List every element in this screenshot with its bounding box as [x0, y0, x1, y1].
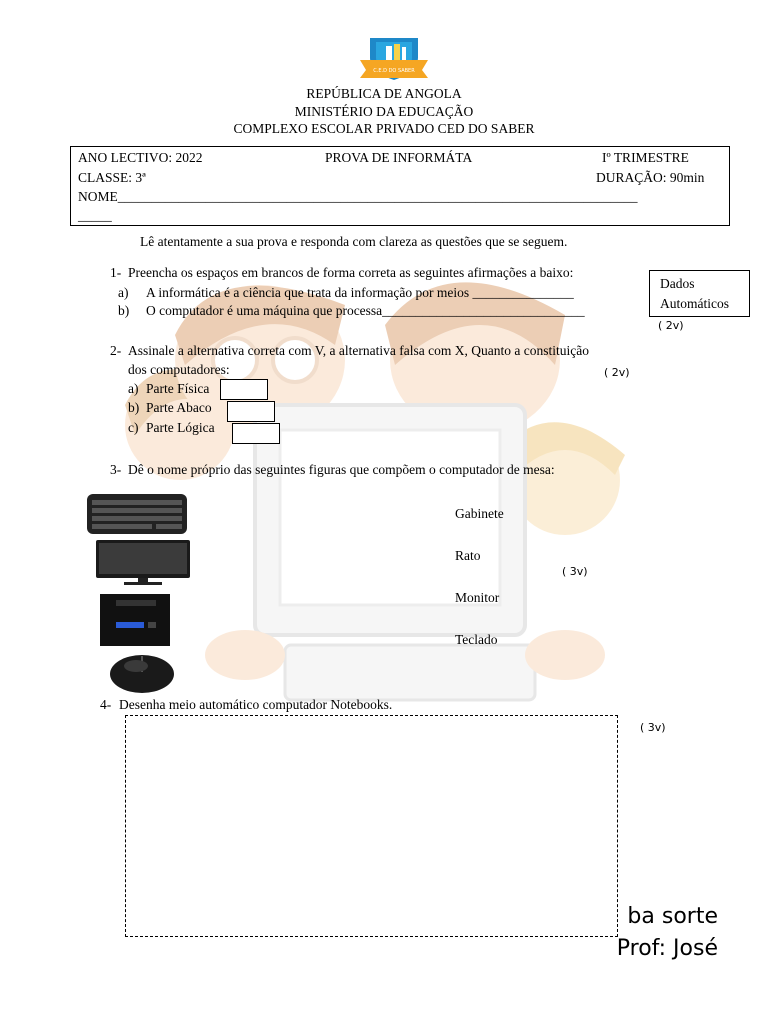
q2-option-b-checkbox[interactable] — [227, 401, 275, 422]
school-logo — [356, 32, 432, 82]
q4-drawing-area[interactable] — [125, 715, 618, 937]
q4-number: 4- — [100, 697, 112, 712]
q3-name-rato: Rato — [455, 548, 481, 563]
q2-option-a-text: Parte Física — [146, 381, 210, 396]
q1-mark: ( 2v) — [658, 319, 684, 332]
q2-option-a-checkbox[interactable] — [220, 379, 268, 400]
header-school: COMPLEXO ESCOLAR PRIVADO CED DO SABER — [233, 121, 535, 136]
name-field-continuation: _____ — [78, 208, 112, 223]
q3-mark: ( 3v) — [562, 565, 588, 578]
trimester: Iº TRIMESTRE — [602, 150, 689, 165]
footer-teacher: Prof: José — [616, 936, 718, 961]
q1-number: 1- — [110, 265, 122, 280]
school-year: ANO LECTIVO: 2022 — [78, 150, 203, 165]
cartoon-watermark — [95, 265, 655, 705]
q1-word-bank — [649, 270, 750, 317]
q4-mark: ( 3v) — [640, 721, 666, 734]
name-field[interactable]: NOME_____________________________________________________________________________ — [78, 189, 638, 204]
q1-a-label: a) — [118, 285, 129, 300]
q3-text: Dê o nome próprio das seguintes figuras que compõem o computador de mesa: — [128, 462, 555, 477]
q2-option-c-text: Parte Lógica — [146, 420, 215, 435]
q1-b-text[interactable]: O computador é uma máquina que processa______________________________ — [146, 303, 585, 318]
logo-text: C.E.D DO SABER — [373, 68, 415, 74]
q2-option-a-label: a) — [128, 381, 139, 396]
q3-name-monitor: Monitor — [455, 590, 500, 605]
header-republic: REPÚBLICA DE ANGOLA — [306, 86, 462, 101]
footer-good-luck: ba sorte — [627, 904, 718, 929]
q3-number: 3- — [110, 462, 122, 477]
q3-name-teclado: Teclado — [455, 632, 498, 647]
q2-option-b-text: Parte Abaco — [146, 400, 212, 415]
class-label: CLASSE: 3ª — [78, 170, 146, 185]
computer-case-icon — [98, 592, 172, 648]
exam-title: PROVA DE INFORMÁTA — [325, 150, 473, 165]
header-ministry: MINISTÉRIO DA EDUCAÇÃO — [294, 104, 474, 119]
q2-text: Assinale a alternativa correta com V, a alternativa falsa com X, Quanto a constituição — [128, 343, 589, 358]
word-bank-item-automaticos: Automáticos — [660, 296, 729, 311]
instruction-text: Lê atentamente a sua prova e responda com clareza as questões que se seguem. — [140, 234, 568, 249]
mouse-icon — [108, 650, 176, 694]
q2-option-b-label: b) — [128, 400, 140, 415]
q1-a-text[interactable]: A informática é a ciência que trata da informação por meios _______________ — [146, 285, 574, 300]
q2-number: 2- — [110, 343, 122, 358]
monitor-icon — [94, 539, 192, 587]
duration-label: DURAÇÃO: 90min — [596, 170, 705, 185]
q4-text: Desenha meio automático computador Notebooks. — [119, 697, 393, 712]
word-bank-item-dados: Dados — [660, 276, 695, 291]
q2-text-cont: dos computadores: — [128, 362, 230, 377]
q1-b-label: b) — [118, 303, 130, 318]
q2-option-c-label: c) — [128, 420, 139, 435]
q2-mark: ( 2v) — [604, 366, 630, 379]
keyboard-icon — [86, 492, 188, 536]
q2-option-c-checkbox[interactable] — [232, 423, 280, 444]
q3-name-gabinete: Gabinete — [455, 506, 504, 521]
q1-text: Preencha os espaços em brancos de forma correta as seguintes afirmações a baixo: — [128, 265, 574, 280]
